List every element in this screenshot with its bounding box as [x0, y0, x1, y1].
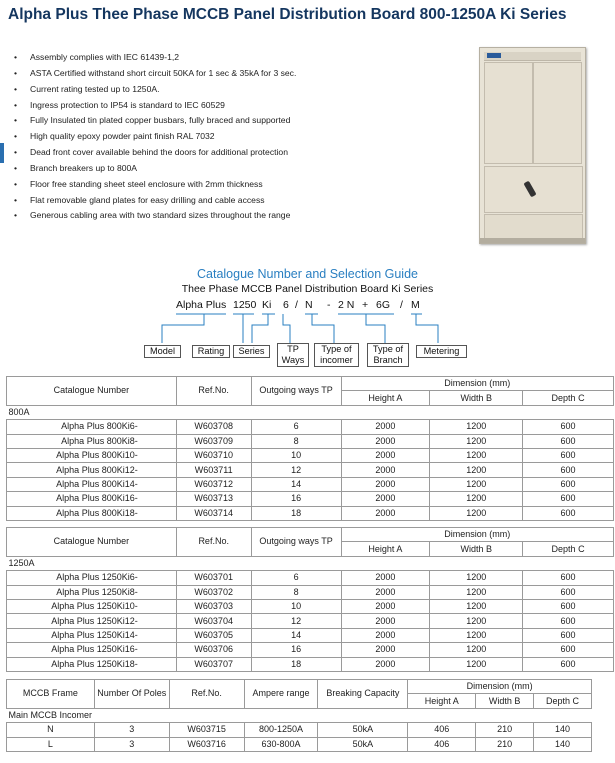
bullet-icon: •	[14, 99, 18, 110]
table-row: Alpha Plus 800Ki16- W603713 16 2000 1200 600	[7, 492, 614, 506]
header-outgoing-ways: Outgoing ways TP	[251, 377, 341, 406]
table-row: Alpha Plus 800Ki14- W603712 14 2000 1200 600	[7, 477, 614, 491]
table-row: Alpha Plus 1250Ki8- W603702 8 2000 1200 600	[7, 585, 614, 599]
header-dimension: Dimension (mm)	[408, 680, 592, 694]
label-tp-ways: TP Ways	[277, 343, 309, 367]
feature-item: • Flat removable gland plates for easy drilling and cable access	[14, 193, 296, 209]
bullet-icon: •	[14, 67, 18, 78]
table-row: Alpha Plus 800Ki8- W603709 8 2000 1200 600	[7, 434, 614, 448]
table-row: Alpha Plus 800Ki6- W603708 6 2000 1200 600	[7, 420, 614, 434]
header-depth: Depth C	[523, 391, 614, 405]
table-mccb-incomer	[6, 679, 592, 752]
header-depth: Depth C	[523, 542, 614, 556]
bullet-icon: •	[14, 131, 18, 142]
table-800a	[6, 376, 614, 521]
feature-item: • Ingress protection to IP54 is standard to IEC 60529	[14, 98, 296, 114]
code-dash: -	[327, 299, 331, 311]
code-slash-2: /	[400, 299, 403, 311]
header-height: Height A	[341, 391, 430, 405]
bullet-icon: •	[14, 162, 18, 173]
section-label: 800A	[7, 405, 614, 419]
page-title: Alpha Plus Thee Phase MCCB Panel Distribution Board 800-1250A Ki Series	[8, 6, 567, 23]
table-row: Alpha Plus 800Ki10- W603710 10 2000 1200 600	[7, 448, 614, 462]
table-row: Alpha Plus 1250Ki16- W603706 16 2000 1200 600	[7, 643, 614, 657]
header-dimension: Dimension (mm)	[341, 377, 614, 391]
table-row: N 3 W603715 800-1250A 50kA 406 210 140	[7, 723, 592, 737]
guide-title: Catalogue Number and Selection Guide	[197, 267, 418, 281]
header-width: Width B	[476, 694, 534, 708]
table-row: Alpha Plus 800Ki18- W603714 18 2000 1200 600	[7, 506, 614, 520]
header-breaking-capacity: Breaking Capacity	[318, 680, 408, 709]
code-incomer: N	[305, 299, 313, 311]
table-row: L 3 W603716 630-800A 50kA 406 210 140	[7, 737, 592, 751]
feature-item: • Dead front cover available behind the doors for additional protection	[14, 145, 296, 161]
table-row: Alpha Plus 1250Ki6- W603701 6 2000 1200 600	[7, 571, 614, 585]
code-branch-incomer: 2 N	[338, 299, 355, 311]
table-row: Alpha Plus 1250Ki10- W603703 10 2000 1200 600	[7, 599, 614, 613]
code-plus: +	[362, 299, 369, 311]
bullet-icon: •	[14, 178, 18, 189]
label-series: Series	[233, 345, 270, 358]
feature-list	[14, 50, 296, 224]
cabinet-right-door	[533, 62, 582, 164]
cabinet-left-door	[484, 62, 533, 164]
header-ref-no: Ref.No.	[176, 377, 251, 406]
code-series: Ki	[262, 299, 272, 311]
header-ref-no: Ref.No.	[176, 528, 251, 557]
code-metering: M	[411, 299, 420, 311]
code-slash-1: /	[295, 299, 298, 311]
table-row: Alpha Plus 1250Ki12- W603704 12 2000 1200 600	[7, 614, 614, 628]
feature-item: • Generous cabling area with two standard sizes throughout the range	[14, 208, 296, 224]
bullet-icon: •	[14, 115, 18, 126]
feature-item: • Assembly complies with IEC 61439-1,2	[14, 50, 296, 66]
header-outgoing-ways: Outgoing ways TP	[251, 528, 341, 557]
feature-item: • Current rating tested up to 1250A.	[14, 82, 296, 98]
table-row: Alpha Plus 800Ki12- W603711 12 2000 1200 600	[7, 463, 614, 477]
bullet-icon: •	[14, 194, 18, 205]
cabinet-bottom-panel	[484, 214, 583, 240]
section-label: 1250A	[7, 556, 614, 570]
header-catalogue-number: Catalogue Number	[7, 377, 177, 406]
bullet-icon: •	[14, 83, 18, 94]
table-row: Alpha Plus 1250Ki14- W603705 14 2000 1200 600	[7, 628, 614, 642]
section-label: Main MCCB Incomer	[7, 708, 592, 722]
guide-subtitle: Thee Phase MCCB Panel Distribution Board Ki Series	[181, 283, 434, 295]
label-type-of-incomer: Type of incomer	[314, 343, 359, 367]
bullet-icon: •	[14, 147, 18, 158]
label-type-of-branch: Type of Branch	[367, 343, 409, 367]
bullet-icon: •	[14, 52, 18, 62]
feature-item: • Fully Insulated tin plated copper busbars, fully braced and supported	[14, 113, 296, 129]
header-height: Height A	[341, 542, 430, 556]
header-width: Width B	[430, 542, 523, 556]
code-rating: 1250	[233, 299, 257, 311]
accent-bar	[0, 143, 4, 163]
table-row: Alpha Plus 1250Ki18- W603707 18 2000 1200 600	[7, 657, 614, 671]
bullet-icon: •	[14, 210, 18, 221]
code-branch: 6G	[376, 299, 391, 311]
header-mccb-frame: MCCB Frame	[7, 680, 95, 709]
code-ways: 6	[283, 299, 289, 311]
header-depth: Depth C	[534, 694, 592, 708]
label-model: Model	[144, 345, 181, 358]
header-dimension: Dimension (mm)	[341, 528, 614, 542]
header-catalogue-number: Catalogue Number	[7, 528, 177, 557]
feature-item: • ASTA Certified withstand short circuit 50KA for 1 sec & 35kA for 3 sec.	[14, 66, 296, 82]
feature-item: • High quality epoxy powder paint finish RAL 7032	[14, 129, 296, 145]
header-ref-no: Ref.No.	[169, 680, 244, 709]
table-1250a	[6, 527, 614, 672]
header-width: Width B	[430, 391, 523, 405]
panel-cabinet-image	[479, 47, 586, 244]
label-metering: Metering	[416, 345, 467, 358]
cabinet-base	[480, 238, 585, 243]
feature-item: • Branch breakers up to 800A	[14, 161, 296, 177]
label-rating: Rating	[192, 345, 230, 358]
cabinet-logo-plate	[487, 53, 501, 58]
header-number-of-poles: Number Of Poles	[94, 680, 169, 709]
code-model: Alpha Plus	[176, 299, 227, 311]
header-ampere-range: Ampere range	[244, 680, 318, 709]
feature-item: • Floor free standing sheet steel enclosure with 2mm thickness	[14, 177, 296, 193]
header-height: Height A	[408, 694, 476, 708]
